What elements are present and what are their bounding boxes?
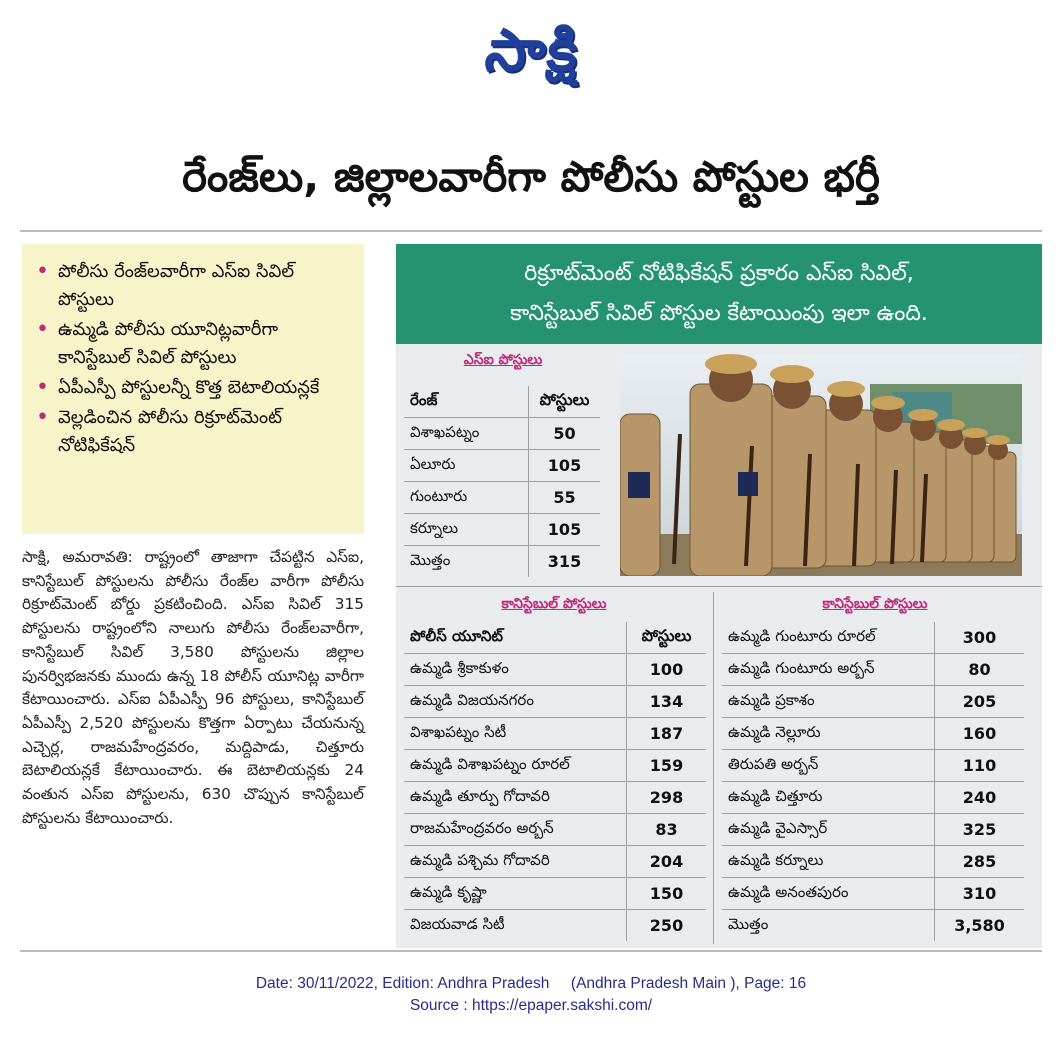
post-count: 80 <box>935 654 1025 686</box>
table-row <box>404 878 706 910</box>
unit-name: ఉమ్మడి వైఎస్సార్‌ <box>722 814 935 846</box>
table-row <box>404 814 706 846</box>
unit-name: మొత్తం <box>728 914 769 933</box>
range-name: మొత్తం <box>410 550 451 569</box>
table-row <box>404 654 706 686</box>
table-row <box>404 846 706 878</box>
range-name: గుంటూరు <box>404 482 529 514</box>
unit-name: విశాఖపట్నం సిటీ <box>404 718 627 750</box>
banner-line-2: కానిస్టేబుల్‌ సివిల్‌ పోస్టుల కేటాయింపు ఇలా ఉంది. <box>510 301 928 326</box>
unit-name: తిరుపతి అర్బన్‌ <box>722 750 935 782</box>
source-link[interactable]: Source : https://epaper.sakshi.com/ <box>409 997 653 1014</box>
column-header: రేంజ్‌ <box>404 386 529 418</box>
unit-name: ఉమ్మడి నెల్లూరు <box>722 718 935 750</box>
si-table-title: ఎస్‌ఐ పోస్టులు <box>463 352 543 368</box>
unit-name: రాజమహేంద్రవరం అర్బన్‌ <box>404 814 627 846</box>
post-count: 160 <box>935 718 1025 750</box>
table-row <box>404 718 706 750</box>
post-count: 105 <box>529 450 601 482</box>
unit-name: ఉమ్మడి కర్నూలు <box>722 846 935 878</box>
post-count: 110 <box>935 750 1025 782</box>
column-divider <box>713 592 714 944</box>
highlights-box <box>22 244 364 534</box>
unit-name: ఉమ్మడి గుంటూరు రూరల్‌ <box>722 622 935 654</box>
post-count: 240 <box>935 782 1025 814</box>
si-table <box>404 386 600 577</box>
constable-table-title: కానిస్టేబుల్‌ పోస్టులు <box>822 596 928 612</box>
post-count: 205 <box>935 686 1025 718</box>
table-row <box>722 878 1024 910</box>
range-name: విశాఖపట్నం <box>404 418 529 450</box>
column-header: పోస్టులు <box>529 386 601 418</box>
table-row <box>722 622 1024 654</box>
bullet-icon: • <box>36 259 49 284</box>
highlight-text: వెల్లడించిన పోలీసు రిక్రూట్‌మెంట్‌ నోటిఫికేషన్‌ <box>58 407 283 456</box>
edition-info: Date: 30/11/2022, Edition: Andhra Pradesh (Andhra Pradesh Main ), Page: 16 <box>255 975 807 992</box>
unit-name: ఉమ్మడి గుంటూరు అర్బన్‌ <box>722 654 935 686</box>
table-row <box>722 686 1024 718</box>
post-count: 134 <box>627 686 707 718</box>
unit-name: ఉమ్మడి ప్రకాశం <box>722 686 935 718</box>
post-count: 300 <box>935 622 1025 654</box>
table-row <box>404 686 706 718</box>
headline-divider <box>20 230 1042 232</box>
post-count: 325 <box>935 814 1025 846</box>
bullet-icon: • <box>36 405 49 430</box>
post-count: 204 <box>627 846 707 878</box>
post-count: 55 <box>529 482 601 514</box>
post-count: 83 <box>627 814 707 846</box>
headline: రేంజ్‌లు, జిల్లాలవారీగా పోలీసు పోస్టుల భర్తీ <box>182 152 880 201</box>
column-header: పోస్టులు <box>627 622 707 654</box>
range-name: ఏలూరు <box>404 450 529 482</box>
highlight-item <box>36 316 350 372</box>
police-parade-photo <box>620 354 1022 576</box>
table-row <box>722 846 1024 878</box>
post-count: 50 <box>529 418 601 450</box>
unit-name: విజయవాడ సిటీ <box>410 914 505 933</box>
highlight-text: ఉమ్మడి పోలీసు యూనిట్లవారీగా కానిస్టేబుల్‌ సివిల్‌ పోస్టులు <box>58 319 279 368</box>
unit-name: ఉమ్మడి శ్రీకాకుళం <box>404 654 627 686</box>
unit-name: ఉమ్మడి విశాఖపట్నం రూరల్‌ <box>404 750 627 782</box>
bullet-icon: • <box>36 317 49 342</box>
unit-name: ఉమ్మడి అనంతపురం <box>722 878 935 910</box>
article-body: సాక్షి, అమరావతి: రాష్ట్రంలో తాజాగా చేపట్టిన ఎస్‌ఐ, కానిస్టేబుల్‌ పోస్టులను పోలీసు రేంజ్‌ల వారీగా పోలీసు రిక్రూట్‌మెంట్‌ బోర్డు ప్రకటించింది. ఎస్‌ఐ సివిల్‌ 315 పోస్టులను రాష్ట్రంలోని నాలుగు పోలీసు రేంజ్‌లవారీగా, కానిస్టేబుల్‌ సివిల్‌ 3,580 పోస్టులను జిల్లాల పునర్విభజనకు ముందు ఉన్న 18 పోలీస్‌ యూనిట్ల వారీగా కేటాయించారు. ఎస్‌ఐ ఏపీఎస్పీ 96 పోస్టులు, కానిస్టేబుల్‌ ఏపీఎస్పీ 2,520 పోస్టులను కొత్తగా ఏర్పాటు చేయనున్న ఎచ్చెర్ల, రాజమహేంద్రవరం, మద్దిపాడు, చిత్తూరు బెటాలియన్లకే కేటాయించారు. ఈ బెటాలియన్లకు 24 వంతున ఎస్‌ఐ పోస్టులను, 630 చొప్పున కానిస్టేబుల్‌ పోస్టులను కేటాయించారు. <box>22 548 364 827</box>
table-row <box>722 782 1024 814</box>
column-header: పోలీస్‌ యూనిట్‌ <box>404 622 627 654</box>
constable-table-right <box>722 622 1024 941</box>
table-row <box>722 654 1024 686</box>
section-divider <box>396 586 1042 587</box>
table-header-row <box>404 386 600 418</box>
post-count: 315 <box>529 546 601 578</box>
constable-table-title: కానిస్టేబుల్‌ పోస్టులు <box>501 596 607 612</box>
post-count: 105 <box>529 514 601 546</box>
table-row <box>404 750 706 782</box>
unit-name: ఉమ్మడి పశ్చిమ గోదావరి <box>404 846 627 878</box>
banner-line-1: రిక్రూట్‌మెంట్‌ నోటిఫికేషన్‌ ప్రకారం ఎస్‌ఐ సివిల్‌, <box>524 261 914 286</box>
post-count: 187 <box>627 718 707 750</box>
unit-name: ఉమ్మడి తూర్పు గోదావరి <box>404 782 627 814</box>
post-count: 150 <box>627 878 707 910</box>
table-row <box>404 782 706 814</box>
bullet-icon: • <box>36 375 49 400</box>
table-row <box>404 546 600 578</box>
range-name: కర్నూలు <box>404 514 529 546</box>
highlight-item <box>36 258 350 314</box>
sakshi-logo: సాక్షి <box>482 15 584 84</box>
table-row <box>722 750 1024 782</box>
unit-name: ఉమ్మడి చిత్తూరు <box>722 782 935 814</box>
unit-name: ఉమ్మడి కృష్ణా <box>404 878 627 910</box>
table-row <box>404 910 706 942</box>
info-banner <box>396 244 1042 344</box>
post-count: 3,580 <box>935 910 1025 942</box>
highlight-item <box>36 404 350 460</box>
highlight-text: పోలీసు రేంజ్‌లవారీగా ఎస్‌ఐ సివిల్‌ పోస్టులు <box>58 261 295 310</box>
table-row <box>404 514 600 546</box>
post-count: 285 <box>935 846 1025 878</box>
highlight-text: ఏపీఎస్పీ పోస్టులన్నీ కొత్త బెటాలియన్లకే <box>58 377 320 398</box>
table-row <box>722 718 1024 750</box>
post-count: 250 <box>627 910 707 942</box>
highlight-item <box>36 374 350 402</box>
post-count: 298 <box>627 782 707 814</box>
table-row <box>404 482 600 514</box>
post-count: 100 <box>627 654 707 686</box>
table-header-row <box>404 622 706 654</box>
footer-divider <box>20 950 1042 952</box>
table-row <box>404 418 600 450</box>
constable-table-left <box>404 622 706 941</box>
post-count: 159 <box>627 750 707 782</box>
table-row <box>404 450 600 482</box>
table-row <box>722 910 1024 942</box>
table-row <box>722 814 1024 846</box>
unit-name: ఉమ్మడి విజయనగరం <box>404 686 627 718</box>
post-count: 310 <box>935 878 1025 910</box>
